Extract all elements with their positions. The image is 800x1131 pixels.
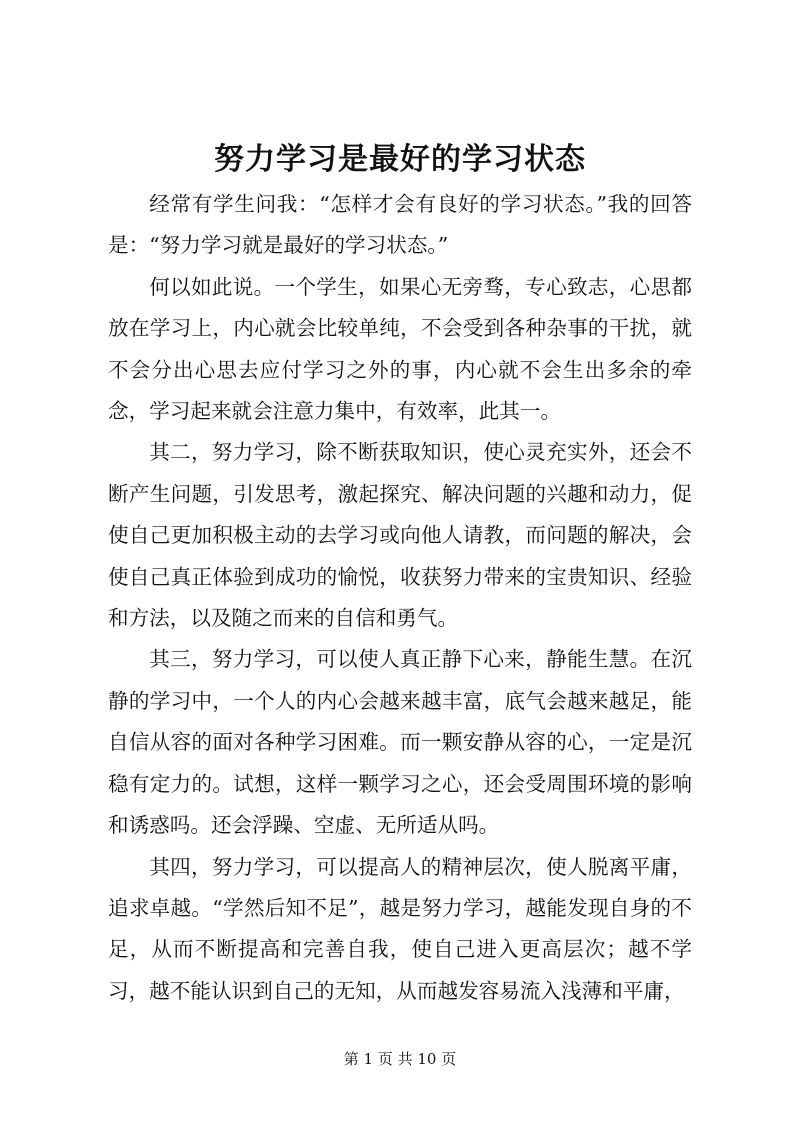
paragraph-2: 何以如此说。一个学生，如果心无旁骛，专心致志，心思都放在学习上，内心就会比较单纯，不会受到各种杂事的干扰，就不会分出心思去应付学习之外的事，内心就不会生出多余的牵念，学习起来就会注意力集中，有效率，此其一。 [108,274,692,424]
document-body [108,184,692,1012]
paragraph-5: 其四，努力学习，可以提高人的精神层次，使人脱离平庸，追求卓越。“学然后知不足”，越是努力学习，越能发现自身的不足，从而不断提高和完善自我，使自己进入更高层次；越不学习，越不能认识到自己的无知，从而越发容易流入浅薄和平庸， [108,854,692,1003]
page-number-footer: 第 1 页 共 10 页 [343,1050,457,1068]
paragraph-3: 其二，努力学习，除不断获取知识，使心灵充实外，还会不断产生问题，引发思考，激起探究、解决问题的兴趣和动力，促使自己更加积极主动的去学习或向他人请教，而问题的解决，会使自己真正体验到成功的愉悦，收获努力带来的宝贵知识、经验和方法，以及随之而来的自信和勇气。 [108,440,692,631]
document-title: 努力学习是最好的学习状态 [214,142,586,177]
paragraph-4: 其三，努力学习，可以使人真正静下心来，静能生慧。在沉静的学习中，一个人的内心会越来越丰富，底气会越来越足，能自信从容的面对各种学习困难。而一颗安静从容的心，一定是沉稳有定力的。试想，这样一颗学习之心，还会受周围环境的影响和诱惑吗。还会浮躁、空虚、无所适从吗。 [108,647,692,838]
paragraph-1: 经常有学生问我：“怎样才会有良好的学习状态。”我的回答是：“努力学习就是最好的学习状态。” [108,192,692,258]
